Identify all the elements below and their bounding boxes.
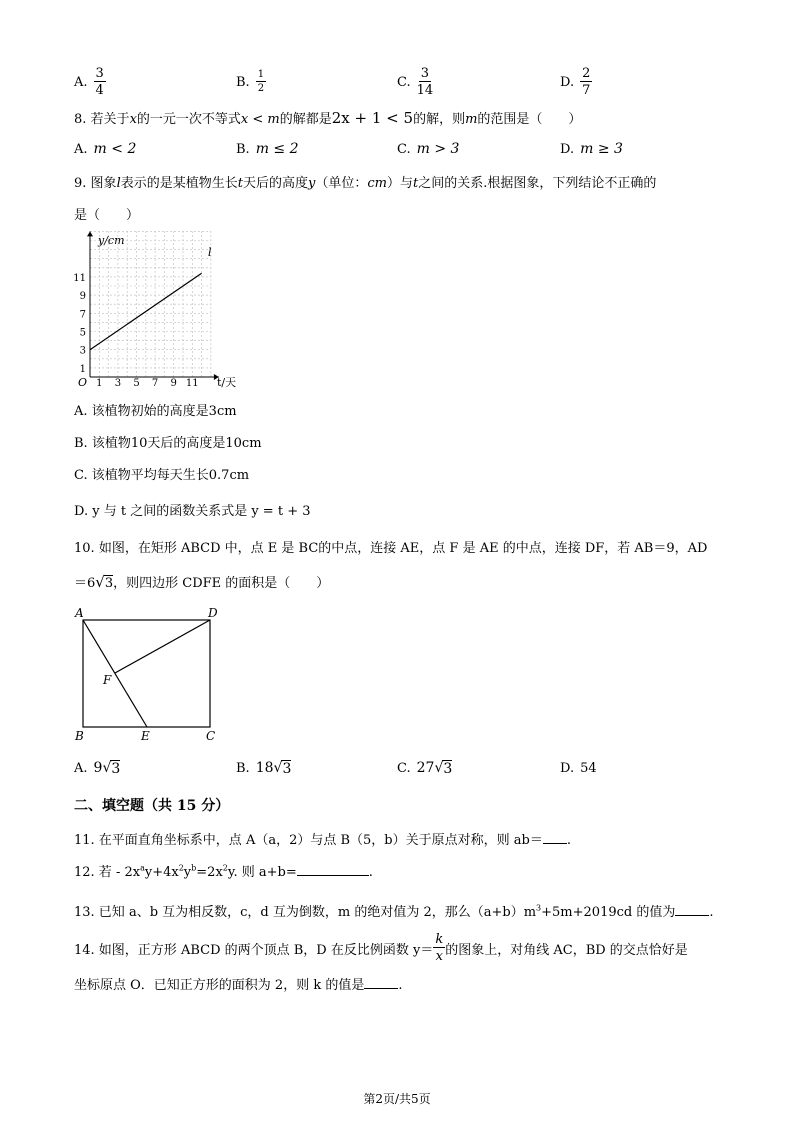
- q7-option-c: C. $\frac{3}{14}$: [397, 66, 434, 98]
- q12-question: 12. 若 - $2x^ay+4x^2y^b=2x^2y$. 则 a+b= .: [74, 863, 373, 880]
- x-tick-label: 7: [151, 378, 159, 389]
- q10-option-a: A. 9 √ 3: [74, 760, 121, 777]
- q14-question-line1: 14. 如图，正方形 ABCD 的两个顶点 B，D 在反比例函数 y＝ $\frac{k}{x}$ 的图象上，对角线 AC，BD 的交点恰好是: [74, 932, 688, 964]
- q14-question-line2: 坐标原点 O．已知正方形的面积为 2，则 k 的值是 .: [74, 978, 403, 993]
- q10-question-line1: 10. 如图，在矩形 ABCD 中，点 E 是 BC的中点，连接 AE，点 F 是 AE 的中点，连接 DF，若 AB＝9，AD: [74, 541, 708, 556]
- q8-option-c: C. m > 3: [397, 141, 460, 157]
- chart-axes: [87, 231, 219, 380]
- q12-answer-blank[interactable]: [297, 863, 369, 876]
- q7-d-den: 7: [582, 83, 591, 98]
- x-tick-label: 3: [114, 378, 122, 389]
- label-e: E: [141, 729, 150, 743]
- q8-option-b: B. m ≤ 2: [236, 141, 299, 157]
- segment-ae: [83, 620, 147, 727]
- x-tick-label: 9: [170, 378, 177, 389]
- q7-c-num: 3: [420, 66, 430, 81]
- page-footer: 第2页/共5页: [363, 1092, 431, 1106]
- q10-figure: [72, 604, 232, 744]
- q7-options: [74, 62, 634, 102]
- q8-question: 8. 若关于x的一元一次不等式x < m的解都是2x + 1 < 5的解，则m的范围是（ ）: [74, 109, 582, 127]
- q7-option-b: B. $\frac{1}{2}$: [236, 69, 265, 94]
- q9-option-b: B. 该植物10天后的高度是10cm: [74, 436, 262, 451]
- q10-question-line2: ＝6√3，则四边形 CDFE 的面积是（ ）: [74, 573, 330, 591]
- q7-option-a: A. $\frac{3}{4}$: [74, 66, 104, 98]
- q7-a-num: 3: [95, 66, 104, 81]
- y-tick-label: 5: [79, 327, 86, 339]
- q9-option-a: A. 该植物初始的高度是3cm: [74, 404, 237, 419]
- q7-b-num: 1: [257, 69, 265, 80]
- y-tick-label: 7: [79, 309, 86, 321]
- section-title: 二、填空题（共 15 分）: [74, 798, 230, 814]
- chart-ticks: [73, 273, 198, 389]
- y-axis-arrow: [87, 231, 93, 236]
- chart-grid: [90, 231, 211, 377]
- q9-option-c: C. 该植物平均每天生长0.7cm: [74, 468, 250, 483]
- q14-answer-blank[interactable]: [364, 976, 398, 989]
- q13-question: 13. 已知 a、b 互为相反数，c，d 互为倒数，m 的绝对值为 2，那么$(a+b)m^3+5m+2019cd$ 的值为 .: [74, 903, 714, 920]
- q11-question: 11. 在平面直角坐标系中，点 A（a，2）与点 B（5，b）关于原点对称，则 ab＝ .: [74, 833, 571, 848]
- segment-df: [115, 620, 210, 673]
- x-tick-label: 5: [133, 378, 140, 389]
- chart-y-axis-label: y/cm: [98, 234, 125, 247]
- x-tick-label: 1: [96, 378, 103, 389]
- q13-answer-blank[interactable]: [675, 903, 709, 916]
- q11-answer-blank[interactable]: [543, 831, 567, 844]
- x-tick-label: 11: [185, 378, 199, 389]
- q7-c-den: 14: [416, 83, 434, 98]
- q9-question-line2: 是（ ）: [74, 208, 140, 223]
- q14-frac-num: k: [435, 932, 444, 947]
- q8-option-d: D. m ≥ 3: [560, 141, 623, 157]
- chart-x-axis-label: t/天: [217, 376, 237, 389]
- y-tick-label: 11: [73, 272, 86, 284]
- q10-option-d: D. 54: [560, 760, 597, 776]
- y-tick-label: 9: [79, 291, 86, 303]
- q10-options: [74, 752, 634, 784]
- q10-option-c: C. 27 √ 3: [397, 760, 453, 777]
- q7-d-num: 2: [582, 66, 591, 81]
- label-d: D: [208, 606, 218, 620]
- y-tick-label: 3: [79, 345, 86, 357]
- q8-option-a: A. m < 2: [74, 141, 137, 157]
- q7-a-den: 4: [95, 83, 104, 98]
- q7-b-den: 2: [257, 83, 265, 94]
- q9-chart: [72, 224, 242, 394]
- chart-origin-label: O: [78, 376, 88, 389]
- label-c: C: [206, 729, 216, 743]
- y-tick-label: 1: [79, 363, 86, 375]
- label-b: B: [75, 729, 84, 743]
- label-a: A: [75, 606, 84, 620]
- q9-option-d: D. y 与 t 之间的函数关系式是 y = t + 3: [74, 504, 311, 519]
- q14-frac-den: x: [435, 949, 443, 964]
- label-f: F: [103, 673, 112, 687]
- chart-line-label: l: [208, 246, 212, 259]
- q8-options: [74, 131, 634, 167]
- q7-option-d: D. $\frac{2}{7}$: [560, 66, 591, 98]
- q10-option-b: B. 18 √ 3: [236, 760, 292, 777]
- q9-question-line1: 9. 图象l表示的是某植物生长t天后的高度y（单位：cm）与t之间的关系.根据图象，下列结论不正确的: [74, 176, 657, 191]
